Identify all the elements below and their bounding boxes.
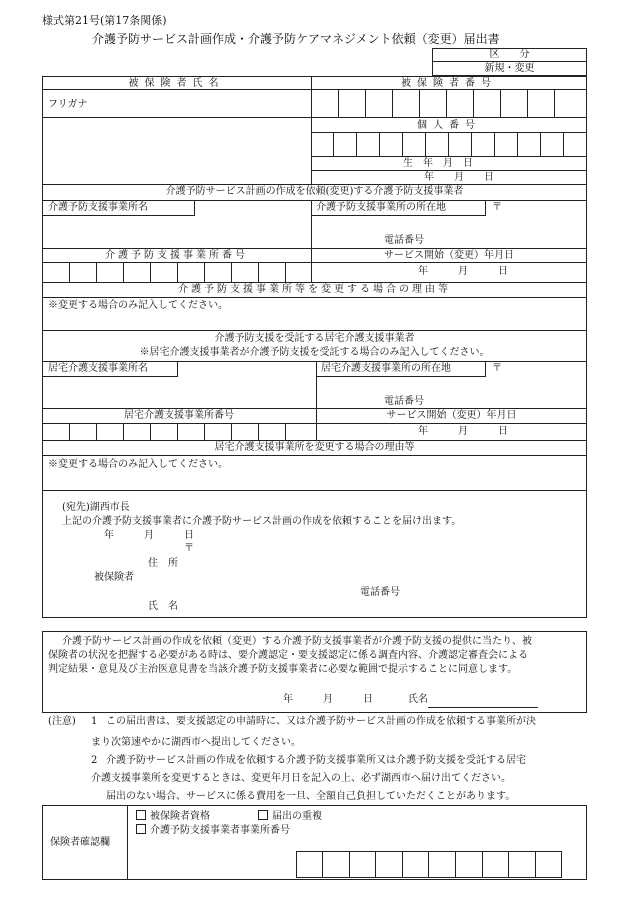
prevention-phone-label: 電話番号	[384, 235, 424, 246]
checkbox[interactable]	[136, 824, 146, 834]
birth-date-value[interactable]: 年 月 日	[424, 172, 494, 183]
prevention-postal-mark: 〒	[492, 202, 502, 213]
prevention-section-title: 介護予防サービス計画の作成を依頼(変更)する介護予防支援事業者	[165, 186, 464, 197]
note-2-number: 2	[91, 755, 98, 766]
category-value[interactable]: 新規・変更	[484, 63, 535, 74]
declaration-address-field[interactable]	[190, 555, 570, 571]
insured-name-field[interactable]	[44, 120, 309, 182]
prevention-office-number-label: 介護予防支援事業所番号	[105, 250, 248, 261]
form-title: 介護予防サービス計画作成・介護予防ケアマネジメント依頼（変更）届出書	[92, 32, 500, 46]
birth-date-label: 生 年 月 日	[403, 158, 473, 169]
insurer-check-label: 保険者確認欄	[50, 837, 110, 848]
insurer-office-number-boxes[interactable]	[296, 851, 562, 878]
checkbox[interactable]	[258, 810, 268, 820]
check-office-number[interactable]	[136, 824, 290, 836]
homecare-start-date-value[interactable]: 年 月 日	[418, 426, 508, 437]
note-1-number: 1	[91, 716, 98, 727]
furigana-label: フリガナ	[48, 99, 88, 110]
consent-line-3: 判定結果・意見及び主治医意見書を当該介護予防支援事業者に必要な範囲で提示することに同意します。	[48, 664, 518, 675]
consent-name-label: 氏名	[408, 694, 428, 705]
addressee: (宛先)湖西市長	[62, 502, 130, 513]
prevention-start-date-label: サービス開始（変更）年月日	[384, 250, 514, 261]
declaration-insured-label: 被保険者	[94, 572, 134, 583]
form-number: 様式第21号(第17条関係)	[42, 14, 167, 27]
homecare-section-note: ※居宅介護支援事業者が介護予防支援を受託する場合のみ記入してください。	[139, 347, 490, 358]
check-duplicate[interactable]	[258, 810, 322, 822]
declaration-name-field[interactable]	[190, 598, 570, 614]
prevention-reason-field[interactable]	[44, 314, 585, 328]
homecare-reason-title: 居宅介護支援事業所を変更する場合の理由等	[214, 442, 415, 453]
check-duplicate-label: 届出の重複	[272, 811, 322, 822]
declaration-postal-mark: 〒	[184, 543, 194, 554]
prevention-office-name-label: 介護予防支援事業所名	[48, 202, 148, 213]
note-1-line-2: まり次第速やかに湖西市へ提出してください。	[91, 737, 301, 748]
homecare-office-address-label: 居宅介護支援事業所の所在地	[321, 363, 451, 374]
note-2-line-1: 介護予防サービス計画の作成を依頼する介護予防支援事業所又は介護予防支援を受託する居宅	[106, 755, 526, 766]
declaration-address-label: 住 所	[148, 558, 178, 569]
personal-number-header: 個人番号	[417, 120, 481, 131]
consent-date[interactable]: 年 月 日	[283, 694, 373, 705]
consent-line-2: 保険者の状況を把握する必要がある時は、要介護認定・要支援認定に係る調査内容、介護認定審査会による	[48, 650, 528, 661]
homecare-reason-note: ※変更する場合のみ記入してください。	[48, 459, 228, 470]
homecare-section-title: 介護予防支援を受託する居宅介護支援事業者	[214, 333, 415, 344]
homecare-office-name-label: 居宅介護支援事業所名	[48, 363, 148, 374]
declaration-statement: 上記の介護予防支援事業者に介護予防サービス計画の作成を依頼することを届け出ます。	[62, 516, 462, 527]
declaration-name-label: 氏 名	[148, 601, 178, 612]
category-label: 区 分	[489, 49, 530, 60]
homecare-postal-mark: 〒	[492, 363, 502, 374]
note-2-line-2: 介護支援事業所を変更するときは、変更年月日を記入の上、必ず湖西市へ届け出てください。	[91, 773, 511, 784]
declaration-phone-label: 電話番号	[360, 587, 400, 598]
consent-line-1: 介護予防サービス計画の作成を依頼（変更）する介護予防支援事業者が介護予防支援の提供に当たり、被	[62, 636, 532, 647]
homecare-office-name-field[interactable]	[44, 379, 314, 407]
declaration-date[interactable]: 年 月 日	[104, 530, 194, 541]
prevention-start-date-value[interactable]: 年 月 日	[418, 266, 508, 277]
prevention-office-name-field[interactable]	[44, 218, 309, 248]
homecare-reason-field[interactable]	[44, 473, 585, 487]
prevention-office-address-label: 介護予防支援事業所の所在地	[316, 202, 446, 213]
note-1-line-1: この届出書は、要支援認定の申請時に、又は介護予防サービス計画の作成を依頼する事業所が決	[106, 716, 536, 727]
check-insured-status-label: 被保険者資格	[150, 811, 210, 822]
notes-label: (注意)	[48, 716, 76, 727]
prevention-reason-note: ※変更する場合のみ記入してください。	[48, 300, 228, 311]
check-office-number-label: 介護予防支援事業者事業所番号	[150, 825, 290, 836]
checkbox[interactable]	[136, 810, 146, 820]
homecare-phone-label: 電話番号	[384, 396, 424, 407]
insured-name-header: 被保険者氏名	[128, 78, 225, 89]
homecare-office-number-label: 居宅介護支援事業所番号	[124, 410, 234, 421]
consent-name-line[interactable]	[428, 707, 538, 708]
note-2-line-3: 届出のない場合、サービスに係る費用を一旦、全額自己負担していただくことがあります。	[106, 791, 516, 802]
check-insured-status[interactable]	[136, 810, 210, 822]
insured-number-header: 被保険者番号	[401, 78, 497, 89]
prevention-reason-title: 介護予防支援事業所等を変更する場合の理由等	[178, 284, 451, 295]
homecare-start-date-label: サービス開始（変更）年月日	[386, 410, 517, 421]
